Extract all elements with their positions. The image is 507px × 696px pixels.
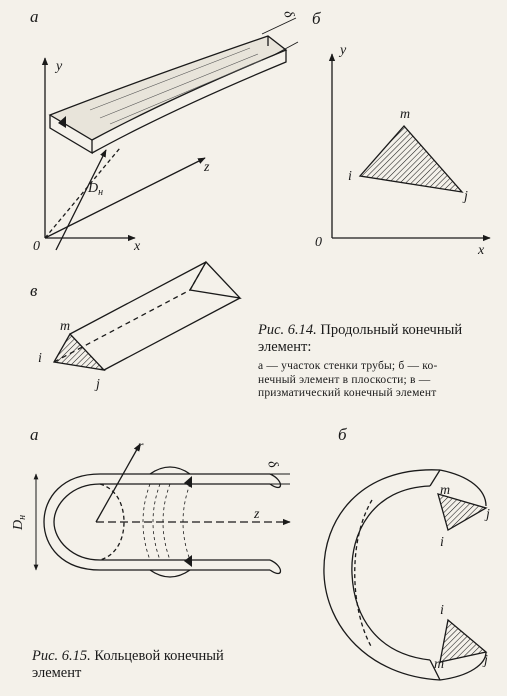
fig614-c-back-face <box>190 262 240 298</box>
fig614-caption-number: Рис. 6.14. <box>258 322 317 338</box>
fig614-caption-line1: а — участок стенки трубы; б — ко- <box>258 360 438 372</box>
fig614-b-triangle <box>360 126 462 192</box>
fig614-panel-c <box>30 262 240 392</box>
fig615-a-delta-label: δ <box>264 459 281 470</box>
fig614-a-y-label: y <box>56 59 63 74</box>
fig614-caption-title: Продольный конечный элемент: <box>258 322 463 355</box>
fig615-b-top-i: i <box>440 535 444 550</box>
fig614-caption-line2: нечный элемент в плоскости; в — <box>258 373 431 386</box>
fig614-c-node-j: j <box>96 377 100 392</box>
fig615-a-ring-bottom <box>150 570 190 577</box>
fig615-a-end-outer <box>44 474 100 570</box>
fig615-a-z-label: z <box>254 507 260 522</box>
fig614-a-delta-line1 <box>262 18 296 34</box>
fig615-b-top-m: m <box>440 483 451 498</box>
fig615-a-ring-top <box>150 467 190 474</box>
fig615-b-triangle-top <box>438 494 486 530</box>
fig615-b-top-cut <box>430 470 440 486</box>
fig614-b-x-label: x <box>478 243 485 258</box>
fig614-a-z-label: z <box>204 160 210 175</box>
fig614-a-radius-line <box>45 148 120 238</box>
fig614-a-origin: 0 <box>33 239 40 254</box>
fig615-a-right-top-cap <box>270 474 281 488</box>
fig614-b-node-j: j <box>464 189 468 204</box>
fig615-a-label: а <box>30 425 39 444</box>
fig614-b-y-label: y <box>340 43 347 58</box>
fig615-caption <box>32 648 302 682</box>
fig615-panel-a <box>11 425 290 577</box>
fig614-panel-a <box>30 7 298 254</box>
fig614-caption-line3: призматический конечный элемент <box>258 387 437 399</box>
fig615-b-triangle-bottom <box>440 620 486 662</box>
fig615-a-r-axis <box>96 444 140 522</box>
fig615-a-end-inner <box>54 484 100 560</box>
fig614-caption <box>258 322 498 401</box>
fig615-a-wedge-top <box>184 476 192 488</box>
fig614-c-label: в <box>30 281 38 300</box>
fig614-c-top-edge <box>70 262 206 334</box>
fig615-b-bottom-m: m <box>434 657 445 672</box>
fig615-b-label: б <box>338 425 347 444</box>
fig615-caption-number: Рис. 6.15. <box>32 648 91 664</box>
fig614-b-node-m: m <box>400 107 411 122</box>
fig615-a-right-bottom-cap <box>270 560 281 574</box>
fig614-panel-b <box>312 9 490 258</box>
fig615-a-r-label: r <box>138 439 144 454</box>
fig614-b-origin: 0 <box>315 235 322 250</box>
fig614-a-delta-label: δ <box>280 9 297 20</box>
fig615-b-hidden-arc <box>355 500 372 648</box>
fig615-panel-b <box>324 425 490 680</box>
fig614-b-node-i: i <box>348 169 352 184</box>
fig615-caption-title: Кольцевой конечный <box>94 648 224 664</box>
fig615-b-top-j: j <box>486 507 490 522</box>
fig614-a-diam-label: $D_н$ <box>88 181 104 198</box>
fig614-c-bottom-edge <box>104 298 240 370</box>
fig614-b-label: б <box>312 9 321 28</box>
fig615-a-wedge-bottom <box>184 555 192 567</box>
fig614-a-label: а <box>30 7 39 26</box>
fig615-b-bottom-j: j <box>484 653 488 668</box>
fig614-c-node-i: i <box>38 351 42 366</box>
fig614-a-diam-arrow <box>56 150 106 250</box>
fig615-a-diam-label: $D_н$ <box>11 514 28 530</box>
fig615-b-inner-arc <box>352 486 430 660</box>
fig614-a-slab-top <box>50 36 286 140</box>
fig614-a-x-label: x <box>134 239 141 254</box>
fig615-caption-line2: элемент <box>32 665 82 681</box>
fig614-a-z-axis <box>45 158 205 238</box>
fig615-b-bottom-i: i <box>440 603 444 618</box>
fig614-c-node-m: m <box>60 319 71 334</box>
